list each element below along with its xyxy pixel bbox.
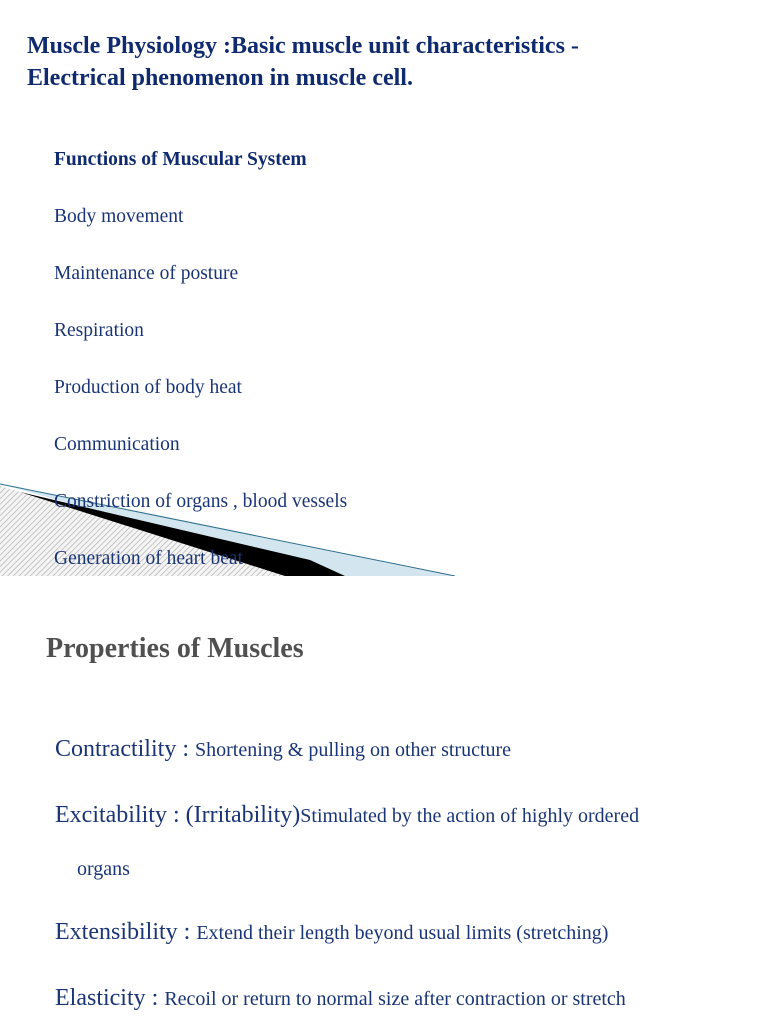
functions-heading: Functions of Muscular System [54,149,307,170]
slide-title [27,30,747,94]
slide-title-line-2: Electrical phenomenon in muscle cell. [27,65,413,91]
functions-list [54,146,347,576]
property-description: Stimulated by the action of highly ordered [300,805,640,827]
property-contractility [55,736,511,763]
function-item: Constriction of organs , blood vessels [54,491,348,512]
function-item: Communication [54,434,180,455]
property-description: Shortening & pulling on other structure [194,739,512,761]
slide-title-line-1: Muscle Physiology :Basic muscle unit characteristics - [27,33,579,59]
properties-title: Properties of Muscles [46,633,304,664]
property-name: Contractility : [55,736,195,762]
function-item: Body movement [54,206,184,227]
property-excitability [55,802,639,829]
property-elasticity [55,985,626,1012]
property-description-continuation: organs [77,858,130,880]
property-name: Elasticity : [55,985,165,1011]
property-description: Recoil or return to normal size after contraction or stretch [164,988,626,1010]
property-description: Extend their length beyond usual limits (stretching) [196,922,609,944]
function-item: Respiration [54,320,144,341]
function-item: Maintenance of posture [54,263,239,284]
slide-properties [0,576,768,1024]
function-item: Production of body heat [54,377,242,398]
function-item: Generation of heart beat [54,548,243,569]
property-name: Excitability : (Irritability) [55,802,301,828]
property-extensibility [55,919,608,946]
property-name: Extensibility : [55,919,197,945]
